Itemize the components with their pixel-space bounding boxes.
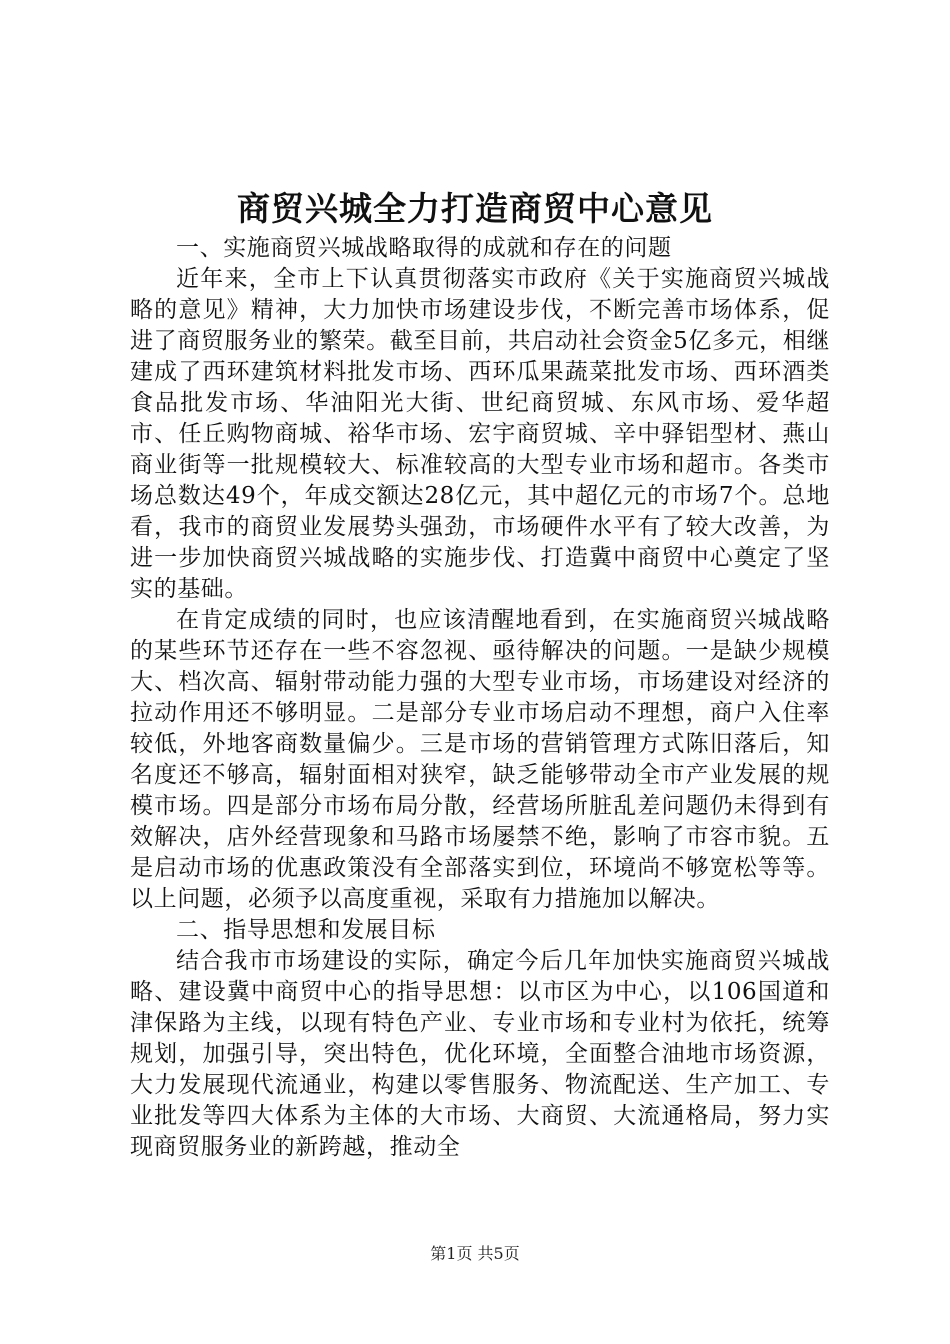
page-number-footer: 第1页 共5页: [430, 1244, 520, 1263]
section-1-paragraph-2: 在肯定成绩的同时，也应该清醒地看到，在实施商贸兴城战略的某些环节还存在一些不容忽视、亟待解决的问题。一是缺少规模大、档次高、辐射带动能力强的大型专业市场，市场建设对经济的拉动作用还不够明显。二是部分专业市场启动不理想，商户入住率较低，外地客商数量偏少。三是市场的营销管理方式陈旧落后，知名度还不够高，辐射面相对狭窄，缺乏能够带动全市产业发展的规模市场。四是部分市场布局分散，经营场所脏乱差问题仍未得到有效解决，店外经营现象和马路市场屡禁不绝，影响了市容市貌。五是启动市场的优惠政策没有全部落实到位，环境尚不够宽松等等。以上问题，必须予以高度重视，采取有力措施加以解决。: [130, 607, 830, 912]
section-2-paragraph-1: 结合我市市场建设的实际，确定今后几年加快实施商贸兴城战略、建设冀中商贸中心的指导思想：以市区为中心，以106国道和津保路为主线，以现有特色产业、专业市场和专业村为依托，统筹规划，加强引导，突出特色，优化环境，全面整合油地市场资源，大力发展现代流通业，构建以零售服务、物流配送、生产加工、专业批发等四大体系为主体的大市场、大商贸、大流通格局，努力实现商贸服务业的新跨越，推动全: [130, 948, 830, 1160]
document-title: 商贸兴城全力打造商贸中心意见: [237, 189, 713, 228]
section-1-paragraph-1: 近年来，全市上下认真贯彻落实市政府《关于实施商贸兴城战略的意见》精神，大力加快市场建设步伐，不断完善市场体系，促进了商贸服务业的繁荣。截至目前，共启动社会资金5亿多元，相继建成了西环建筑材料批发市场、西环瓜果蔬菜批发市场、西环酒类食品批发市场、华油阳光大街、世纪商贸城、东风市场、爱华超市、任丘购物商城、裕华市场、宏宇商贸城、辛中驿铝型材、燕山商业街等一批规模较大、标准较高的大型专业市场和超市。各类市场总数达49个，年成交额达28亿元，其中超亿元的市场7个。总地看，我市的商贸业发展势头强劲，市场硬件水平有了较大改善，为进一步加快商贸兴城战略的实施步伐、打造冀中商贸中心奠定了坚实的基础。: [130, 266, 830, 602]
section-2-heading: 二、指导思想和发展目标: [176, 917, 436, 943]
section-1-heading: 一、实施商贸兴城战略取得的成就和存在的问题: [176, 235, 672, 261]
document-body: [130, 233, 830, 1163]
